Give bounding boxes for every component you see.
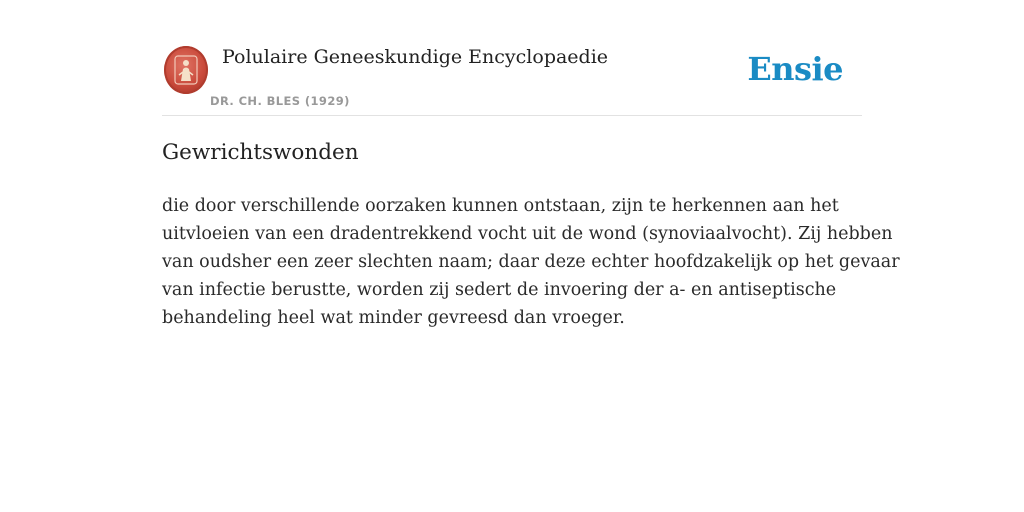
entry-body-line: die door verschillende oorzaken kunnen ontstaan, zijn te herkennen aan het xyxy=(162,196,839,216)
figure-icon xyxy=(174,55,198,85)
entry-body-line: behandeling heel wat minder gevreesd dan vroeger. xyxy=(162,308,625,328)
entry-body-line: van oudsher een zeer slechten naam; daar deze echter hoofdzakelijk op het gevaar xyxy=(162,252,900,272)
book-author: DR. CH. BLES (1929) xyxy=(210,94,350,108)
book-header xyxy=(162,40,862,116)
book-cover-icon[interactable] xyxy=(164,46,208,94)
entry-body-line: van infectie berustte, worden zij sedert de invoering der a- en antiseptische xyxy=(162,280,837,300)
ensie-logo[interactable]: Ensie xyxy=(747,50,843,88)
entry-body xyxy=(162,192,900,332)
book-title-link[interactable]: Polulaire Geneeskundige Encyclopaedie xyxy=(222,46,609,68)
entry-title: Gewrichtswonden xyxy=(162,140,359,165)
entry-body-line: uitvloeien van een dradentrekkend vocht uit de wond (synoviaalvocht). Zij hebben xyxy=(162,224,893,244)
